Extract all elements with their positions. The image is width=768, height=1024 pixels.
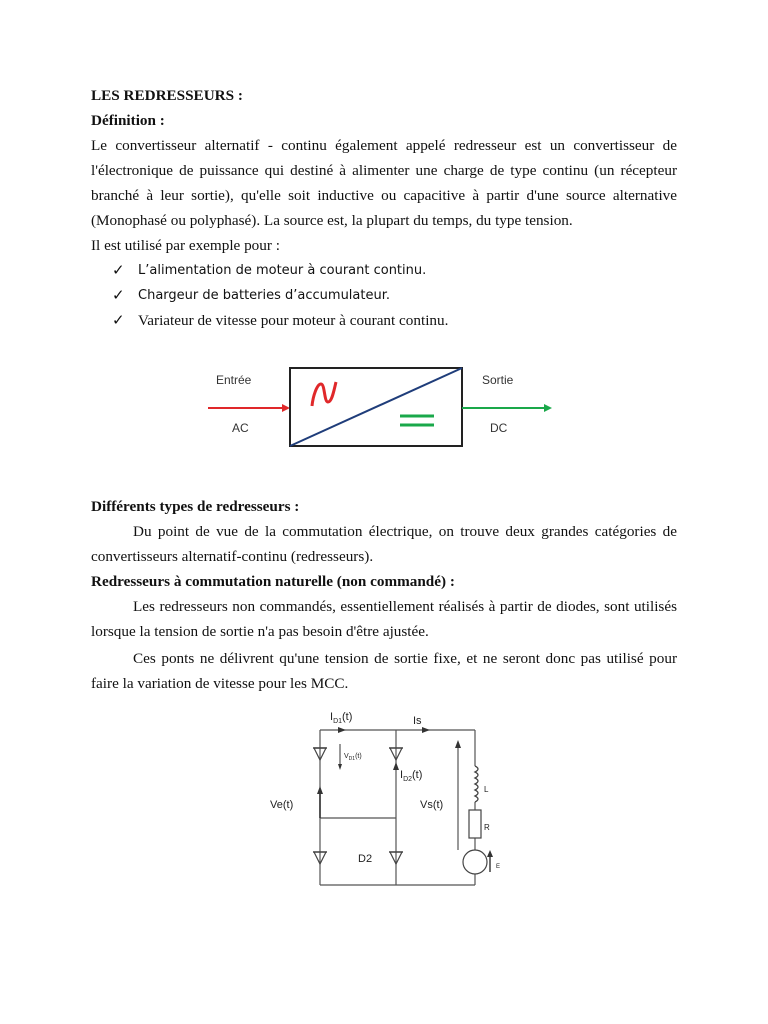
definition-heading: Définition : bbox=[91, 112, 165, 129]
is-label: Is bbox=[413, 715, 422, 727]
natural-heading: Redresseurs à commutation naturelle (non commandé) : bbox=[91, 573, 455, 590]
definition-line-1: Le convertisseur alternatif - continu également appelé redresseur est un convertisseur de bbox=[91, 137, 677, 154]
arrow-icon bbox=[422, 727, 430, 733]
input-type-label: AC bbox=[232, 421, 249, 435]
output-label: Sortie bbox=[482, 373, 514, 387]
natural-p1-line-1: Les redresseurs non commandés, essentiellement réalisés à partir de diodes, sont utilisés bbox=[133, 598, 677, 615]
vd1-label: $V_{D1}(t)$ bbox=[344, 753, 362, 762]
arrow-icon bbox=[455, 740, 461, 748]
converter-diagonal bbox=[290, 368, 462, 446]
natural-p2-line-1: Ces ponts ne délivrent qu'une tension de sortie fixe, et ne seront donc pas utilisé pour bbox=[133, 650, 677, 667]
page-title: LES REDRESSEURS : bbox=[91, 87, 243, 104]
resistor-label: R bbox=[484, 823, 490, 832]
definition-line-4: (Monophasé ou polyphasé). La source est, la plupart du temps, du type tension. bbox=[91, 212, 573, 229]
check-icon: ✓ bbox=[112, 288, 125, 304]
source-label: E bbox=[496, 864, 501, 870]
arrow-icon bbox=[338, 764, 342, 770]
check-icon: ✓ bbox=[112, 263, 125, 279]
types-heading: Différents types de redresseurs : bbox=[91, 498, 300, 515]
input-label: Entrée bbox=[216, 373, 252, 387]
definition-line-3: branché à leur sortie), qu'elle soit inductive ou capacitive à partir d'une source alternative bbox=[91, 187, 677, 204]
id1-label: $I_{D1}(t)$ bbox=[330, 711, 353, 725]
voltage-source-icon bbox=[463, 850, 487, 874]
arrow-icon bbox=[338, 727, 346, 733]
inductor-label: L bbox=[484, 785, 489, 794]
definition-line-2: l'électronique de puissance qui destiné à alimenter une charge de type continu (un récepteur bbox=[91, 162, 677, 179]
ve-label: Ve(t) bbox=[270, 799, 294, 811]
natural-p1-line-2: lorsque la tension de sortie n'a pas besoin d'être ajustée. bbox=[91, 623, 429, 640]
id2-label: $I_{D2}(t)$ bbox=[400, 769, 423, 783]
input-arrow-head bbox=[282, 404, 290, 412]
types-line-1: Du point de vue de la commutation électrique, on trouve deux grandes catégories de bbox=[133, 523, 677, 540]
bullet-item-1: L’alimentation de moteur à courant continu. bbox=[138, 263, 427, 278]
natural-p2-line-2: faire la variation de vitesse pour les MCC. bbox=[91, 675, 349, 692]
output-type-label: DC bbox=[490, 421, 508, 435]
d2-label: D2 bbox=[358, 853, 373, 865]
bullet-item-3: Variateur de vitesse pour moteur à courant continu. bbox=[138, 312, 449, 329]
arrow-icon bbox=[487, 850, 493, 857]
output-arrow-head bbox=[544, 404, 552, 412]
vs-label: Vs(t) bbox=[420, 799, 444, 811]
types-line-2: convertisseurs alternatif-continu (redresseurs). bbox=[91, 548, 374, 565]
resistor-icon bbox=[469, 810, 481, 838]
arrow-icon bbox=[317, 786, 323, 794]
diode-bridge-circuit bbox=[250, 700, 520, 895]
check-icon: ✓ bbox=[112, 313, 125, 329]
bullet-item-2: Chargeur de batteries d’accumulateur. bbox=[138, 288, 391, 303]
ac-wave-icon bbox=[312, 382, 336, 406]
rectifier-block-diagram bbox=[200, 360, 560, 460]
arrow-icon bbox=[393, 762, 399, 770]
usage-intro: Il est utilisé par exemple pour : bbox=[91, 237, 280, 254]
